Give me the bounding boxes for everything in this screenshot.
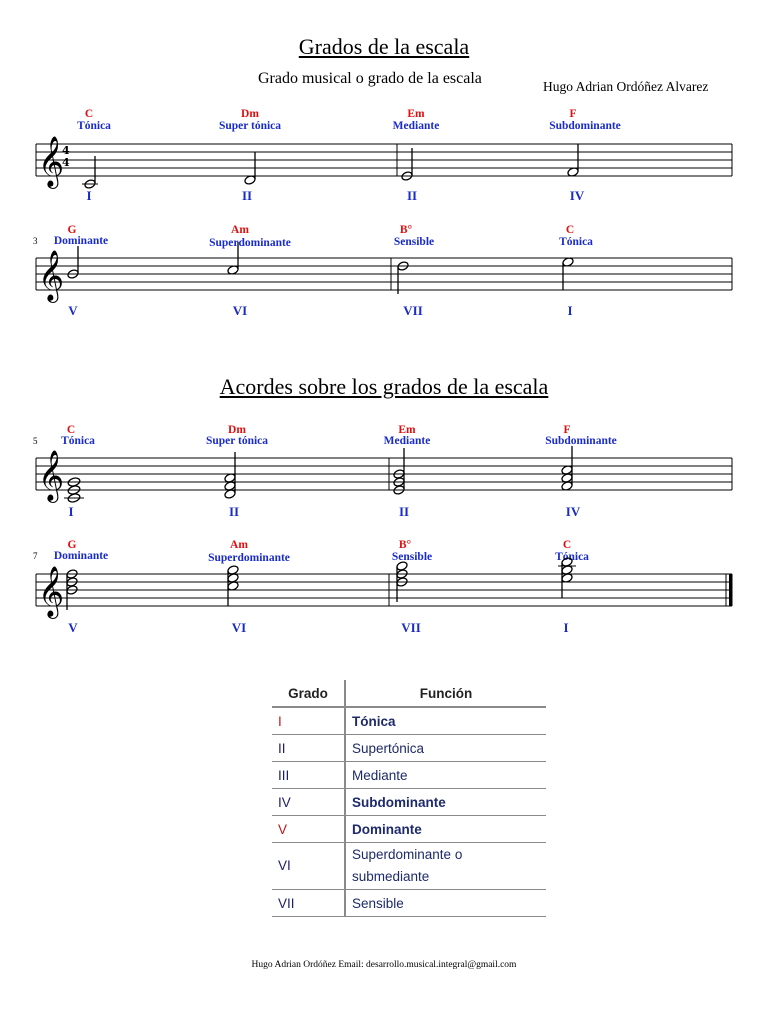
- funcion-cell: Supertónica: [345, 735, 546, 762]
- function-label: Subdominante: [549, 120, 621, 132]
- chord-label: B°: [398, 539, 412, 551]
- footer-contact: Hugo Adrian Ordóñez Email: desarrollo.musical.integral@gmail.com: [251, 960, 517, 970]
- function-label: Tónica: [61, 435, 95, 447]
- degree-label: VI: [231, 620, 247, 635]
- time-signature-bottom: 4: [62, 156, 70, 169]
- chord-label: Dm: [228, 424, 246, 436]
- degree-label: I: [86, 188, 92, 203]
- funcion-cell: Tónica: [345, 707, 546, 735]
- music-staff: [0, 446, 768, 516]
- function-label: Superdominante: [209, 237, 291, 249]
- degree-label: II: [228, 504, 240, 519]
- chord-label: C: [562, 539, 572, 551]
- section-title: Acordes sobre los grados de la escala: [219, 374, 549, 399]
- degree-function-table: [272, 680, 546, 917]
- table-row: [272, 762, 546, 789]
- degree-label: II: [241, 188, 253, 203]
- table-row: [272, 890, 546, 917]
- degree-label: VII: [403, 303, 423, 318]
- degree-label: VI: [232, 303, 248, 318]
- chord-label: Em: [398, 424, 416, 436]
- chord-label: Am: [230, 539, 248, 551]
- grado-cell: IV: [272, 789, 345, 816]
- degree-label: IV: [565, 504, 581, 519]
- funcion-cell: Superdominante o submediante: [345, 843, 546, 890]
- degree-label: IV: [569, 188, 585, 203]
- music-staff: [0, 246, 768, 316]
- measure-number: 3: [33, 236, 38, 246]
- degree-label: II: [398, 504, 410, 519]
- table-row: [272, 707, 546, 735]
- chord-label: G: [67, 539, 77, 551]
- degree-label: II: [406, 188, 418, 203]
- function-label: Sensible: [393, 236, 435, 248]
- function-label: Tónica: [559, 236, 593, 248]
- function-label: Subdominante: [545, 435, 617, 447]
- table-header-row: [272, 680, 546, 707]
- treble-clef-icon: 𝄞: [38, 566, 65, 617]
- function-label: Superdominante: [208, 552, 290, 564]
- chord-label: F: [569, 108, 577, 120]
- chord-label: F: [563, 424, 571, 436]
- table-row: [272, 735, 546, 762]
- function-label: Mediante: [383, 435, 431, 447]
- function-label: Tónica: [555, 551, 589, 563]
- measure-number: 7: [33, 551, 38, 561]
- degree-label: V: [68, 620, 78, 635]
- degree-label: VII: [401, 620, 421, 635]
- degree-label: I: [567, 303, 573, 318]
- funcion-cell: Dominante: [345, 816, 546, 843]
- function-label: Sensible: [391, 551, 433, 563]
- grado-cell: II: [272, 735, 345, 762]
- time-signature-top: 4: [62, 144, 70, 157]
- column-header-funcion: Función: [345, 680, 546, 707]
- funcion-cell: Subdominante: [345, 789, 546, 816]
- treble-clef-icon: 𝄞: [38, 250, 65, 301]
- grado-cell: V: [272, 816, 345, 843]
- function-label: Dominante: [53, 235, 109, 247]
- function-label: Tónica: [77, 120, 111, 132]
- chord-label: C: [84, 108, 94, 120]
- chord-label: G: [67, 224, 77, 236]
- grado-cell: VII: [272, 890, 345, 917]
- chord-label: Em: [407, 108, 425, 120]
- grado-cell: III: [272, 762, 345, 789]
- function-label: Super tónica: [218, 120, 282, 132]
- music-staff: [0, 132, 768, 202]
- function-label: Mediante: [392, 120, 440, 132]
- function-label: Dominante: [53, 550, 109, 562]
- funcion-cell: Mediante: [345, 762, 546, 789]
- degree-label: I: [563, 620, 569, 635]
- author-name: Hugo Adrian Ordóñez Alvarez: [543, 79, 709, 94]
- table-row: [272, 816, 546, 843]
- chord-label: C: [66, 424, 76, 436]
- chord-label: B°: [399, 224, 413, 236]
- funcion-cell: Sensible: [345, 890, 546, 917]
- chord-label: Dm: [241, 108, 259, 120]
- treble-clef-icon: 𝄞: [38, 450, 65, 501]
- note-head: [396, 561, 408, 572]
- function-label: Super tónica: [205, 435, 269, 447]
- grado-cell: VI: [272, 843, 345, 890]
- chord-label: Am: [231, 224, 249, 236]
- degree-label: I: [68, 504, 74, 519]
- grado-cell: I: [272, 707, 345, 735]
- table-row: [272, 789, 546, 816]
- chord-label: C: [565, 224, 575, 236]
- music-staff: [0, 562, 768, 632]
- page-subtitle: Grado musical o grado de la escala: [258, 70, 482, 87]
- final-barline: [729, 574, 733, 606]
- page-title: Grados de la escala: [298, 34, 470, 59]
- table-row: [272, 843, 546, 890]
- treble-clef-icon: 𝄞: [38, 136, 65, 187]
- degree-label: V: [68, 303, 78, 318]
- column-header-grado: Grado: [272, 680, 345, 707]
- measure-number: 5: [33, 436, 38, 446]
